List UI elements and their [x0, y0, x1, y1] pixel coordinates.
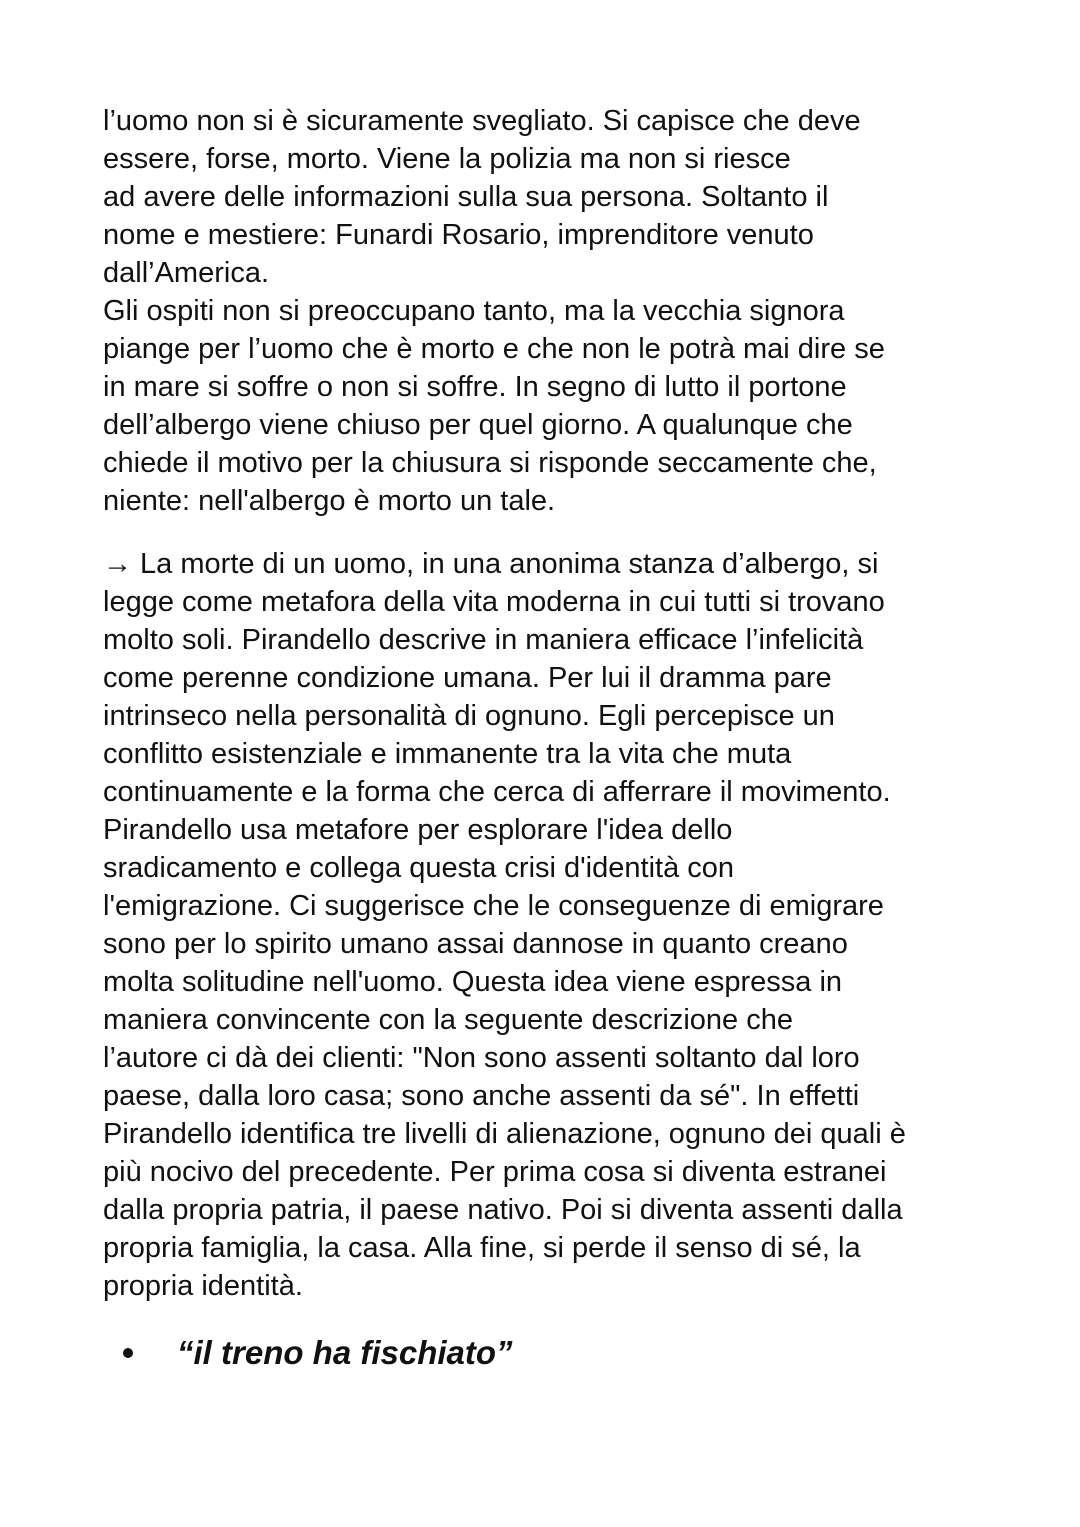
- text-line: più nocivo del precedente. Per prima cosa si diventa estranei: [103, 1156, 887, 1188]
- bullet-icon: [123, 1348, 133, 1358]
- text-line: dall’America.: [103, 257, 269, 289]
- text-line: l'emigrazione. Ci suggerisce che le conseguenze di emigrare: [103, 890, 884, 922]
- paragraph-2: [103, 545, 1003, 1305]
- text-line: ad avere delle informazioni sulla sua persona. Soltanto il: [103, 181, 829, 213]
- text-line: nome e mestiere: Funardi Rosario, imprenditore venuto: [103, 219, 814, 251]
- text-line: molta solitudine nell'uomo. Questa idea viene espressa in: [103, 966, 843, 998]
- text-line: sono per lo spirito umano assai dannose in quanto creano: [103, 928, 848, 960]
- text-line: propria identità.: [103, 1270, 303, 1302]
- text-line: paese, dalla loro casa; sono anche assenti da sé". In effetti: [103, 1080, 860, 1112]
- bullet-heading: [123, 1333, 1003, 1373]
- paragraph-1: [103, 102, 1003, 520]
- text-line: conflitto esistenziale e immanente tra la vita che muta: [103, 738, 792, 770]
- bullet-heading-text: “il treno ha fischiato”: [177, 1334, 513, 1371]
- section-spacer: [103, 1305, 1003, 1333]
- text-line: continuamente e la forma che cerca di afferrare il movimento.: [103, 776, 891, 808]
- text-line: chiede il motivo per la chiusura si risponde seccamente che,: [103, 447, 877, 479]
- text-line: dell’albergo viene chiuso per quel giorno. A qualunque che: [103, 409, 853, 441]
- text-line: dalla propria patria, il paese nativo. Poi si diventa assenti dalla: [103, 1194, 903, 1226]
- text-line: intrinseco nella personalità di ognuno. Egli percepisce un: [103, 700, 835, 732]
- text-line: in mare si soffre o non si soffre. In segno di lutto il portone: [103, 371, 847, 403]
- text-line: → La morte di un uomo, in una anonima stanza d’albergo, si: [103, 548, 879, 580]
- text-line: niente: nell'albergo è morto un tale.: [103, 485, 556, 517]
- text-line: maniera convincente con la seguente descrizione che: [103, 1004, 793, 1036]
- paragraph-spacer: [103, 520, 1003, 545]
- text-line: sradicamento e collega questa crisi d'identità con: [103, 852, 735, 884]
- text-line: Gli ospiti non si preoccupano tanto, ma la vecchia signora: [103, 295, 845, 327]
- text-line: molto soli. Pirandello descrive in maniera efficace l’infelicità: [103, 624, 864, 656]
- text-line: piange per l’uomo che è morto e che non le potrà mai dire se: [103, 333, 885, 365]
- text-line: legge come metafora della vita moderna in cui tutti si trovano: [103, 586, 885, 618]
- text-line: propria famiglia, la casa. Alla fine, si perde il senso di sé, la: [103, 1232, 861, 1264]
- document-page: [103, 102, 1003, 1373]
- text-line: Pirandello identifica tre livelli di alienazione, ognuno dei quali è: [103, 1118, 906, 1150]
- text-line: Pirandello usa metafore per esplorare l'idea dello: [103, 814, 733, 846]
- text-line: come perenne condizione umana. Per lui il dramma pare: [103, 662, 832, 694]
- text-line: l’uomo non si è sicuramente svegliato. Si capisce che deve: [103, 105, 861, 137]
- text-line: essere, forse, morto. Viene la polizia ma non si riesce: [103, 143, 791, 175]
- text-line: l’autore ci dà dei clienti: "Non sono assenti soltanto dal loro: [103, 1042, 860, 1074]
